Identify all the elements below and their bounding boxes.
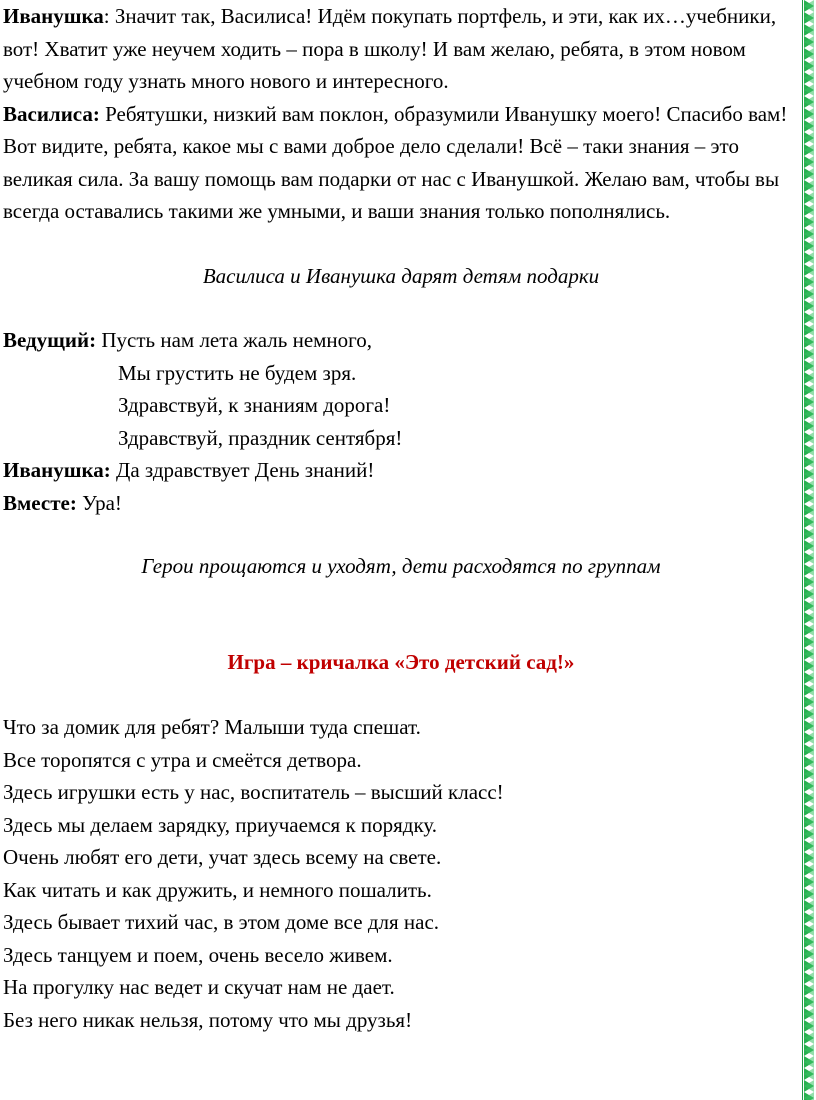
- stage-direction-gifts: Василиса и Иванушка дарят детям подарки: [202, 263, 600, 288]
- verse-line: Здесь бывает тихий час, в этом доме все для нас.: [3, 910, 440, 934]
- dialogue-vasilisa: [3, 98, 799, 228]
- dialogue-text: Ура!: [76, 490, 122, 515]
- stage-direction-farewell: Герои прощаются и уходят, дети расходятся по группам: [141, 554, 661, 578]
- speaker-label: Ведущий:: [3, 328, 97, 352]
- verse-line: Что за домик для ребят? Малыши туда спешат.: [3, 715, 421, 739]
- decorative-page-border: [802, 0, 816, 1100]
- dialogue-together: [3, 487, 799, 520]
- dialogue-text: : Значит так, Василиса! Идём покупать портфель, и эти, как их…учебники, вот! Хватит уже неучем ходить – пора в школу! И вам желаю, ребята, в этом новом учебном году узнать много нового и интересного.: [3, 4, 777, 93]
- verse-line: Без него никак нельзя, потому что мы друзья!: [3, 1007, 413, 1032]
- document-content: [3, 0, 799, 1036]
- dialogue-text: Да здравствует День знаний!: [110, 458, 375, 482]
- verse-line: Здесь танцуем и поем, очень весело живем.: [3, 942, 393, 967]
- verse-line: Очень любят его дети, учат здесь всему на свете.: [3, 845, 442, 869]
- speaker-label: Вместе:: [3, 490, 77, 515]
- speaker-label: Василиса:: [3, 101, 100, 126]
- host-line-3: Здравствуй, к знаниям дорога!: [118, 393, 391, 417]
- dialogue-ivanushka-1: [3, 0, 799, 98]
- verse-line: Здесь игрушки есть у нас, воспитатель – высший класс!: [3, 780, 504, 804]
- host-line-4: Здравствуй, праздник сентября!: [118, 425, 403, 450]
- host-line-2: Мы грустить не будем зря.: [118, 360, 357, 385]
- speaker-label: Иванушка: [3, 4, 104, 28]
- verse-line: Как читать и как дружить, и немного пошалить.: [3, 877, 432, 902]
- game-verse: [3, 711, 799, 1036]
- dialogue-text: Ребятушки, низкий вам поклон, образумили Иванушку моего! Спасибо вам! Вот видите, ребята, какое мы с вами доброе дело сделали! Всё – таки знания – это великая сила. За вашу помощь вам подарки от нас с Иванушкой. Желаю вам, чтобы вы всегда оставались такими же умными, и ваши знания только пополнялись.: [3, 101, 788, 223]
- verse-line: Все торопятся с утра и смеётся детвора.: [3, 747, 362, 772]
- verse-line: Здесь мы делаем зарядку, приучаемся к порядку.: [3, 812, 438, 837]
- verse-line: На прогулку нас ведет и скучат нам не дает.: [3, 975, 395, 999]
- host-line-1: [3, 324, 799, 357]
- speaker-label: Иванушка:: [3, 458, 111, 482]
- dialogue-ivanushka-2: [3, 454, 799, 487]
- verse-line: Пусть нам лета жаль немного,: [96, 328, 373, 352]
- game-title: Игра – кричалка «Это детский сад!»: [227, 649, 575, 674]
